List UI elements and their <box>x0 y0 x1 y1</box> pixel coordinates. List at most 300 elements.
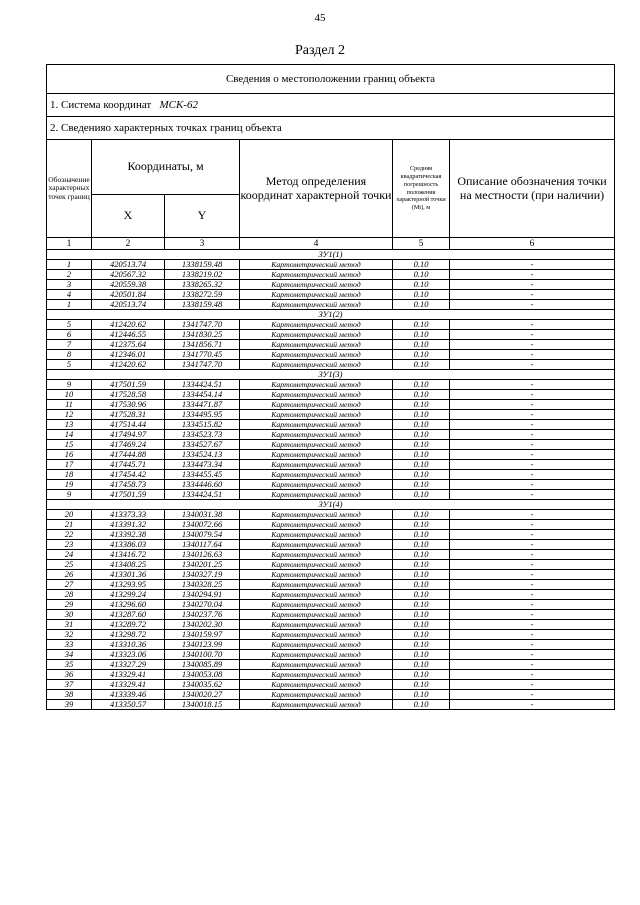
coord-x: 412446.55 <box>92 330 165 340</box>
coord-x: 420513.74 <box>92 300 165 310</box>
point-number: 9 <box>47 380 92 390</box>
description: - <box>450 420 615 430</box>
method: Картометрический метод <box>240 280 393 290</box>
method: Картометрический метод <box>240 680 393 690</box>
method: Картометрический метод <box>240 470 393 480</box>
header-description: Описание обозначения точки на местности (при наличии) <box>450 140 615 238</box>
coord-x: 420513.74 <box>92 260 165 270</box>
group-header-row <box>47 500 615 510</box>
table-row <box>47 340 615 350</box>
accuracy: 0.10 <box>393 290 450 300</box>
description: - <box>450 480 615 490</box>
coord-y: 1341856.71 <box>165 340 240 350</box>
description: - <box>450 630 615 640</box>
column-number: 6 <box>450 238 615 250</box>
table-row <box>47 620 615 630</box>
coord-y: 1340072.66 <box>165 520 240 530</box>
description: - <box>450 380 615 390</box>
coord-y: 1334495.95 <box>165 410 240 420</box>
table-row <box>47 520 615 530</box>
table-row <box>47 390 615 400</box>
point-number: 22 <box>47 530 92 540</box>
method: Картометрический метод <box>240 700 393 710</box>
method: Картометрический метод <box>240 540 393 550</box>
description: - <box>450 460 615 470</box>
point-number: 18 <box>47 470 92 480</box>
description: - <box>450 470 615 480</box>
description: - <box>450 440 615 450</box>
table-row <box>47 260 615 270</box>
accuracy: 0.10 <box>393 510 450 520</box>
description: - <box>450 610 615 620</box>
method: Картометрический метод <box>240 330 393 340</box>
accuracy: 0.10 <box>393 340 450 350</box>
point-number: 24 <box>47 550 92 560</box>
point-number: 15 <box>47 440 92 450</box>
coord-y: 1340020.27 <box>165 690 240 700</box>
accuracy: 0.10 <box>393 680 450 690</box>
description: - <box>450 490 615 500</box>
coord-x: 413296.60 <box>92 600 165 610</box>
coord-y: 1340123.99 <box>165 640 240 650</box>
point-number: 38 <box>47 690 92 700</box>
table-row <box>47 690 615 700</box>
coord-y: 1334473.34 <box>165 460 240 470</box>
accuracy: 0.10 <box>393 490 450 500</box>
method: Картометрический метод <box>240 320 393 330</box>
point-number: 5 <box>47 320 92 330</box>
group-name: ЗУ1(1) <box>47 250 615 260</box>
table-row <box>47 490 615 500</box>
group-name: ЗУ1(3) <box>47 370 615 380</box>
table-row <box>47 270 615 280</box>
table-row <box>47 550 615 560</box>
accuracy: 0.10 <box>393 670 450 680</box>
coord-x: 413293.95 <box>92 580 165 590</box>
coord-y: 1338219.02 <box>165 270 240 280</box>
point-number: 12 <box>47 410 92 420</box>
point-number: 33 <box>47 640 92 650</box>
table-row <box>47 380 615 390</box>
accuracy: 0.10 <box>393 360 450 370</box>
coord-x: 417528.58 <box>92 390 165 400</box>
description: - <box>450 550 615 560</box>
accuracy: 0.10 <box>393 460 450 470</box>
accuracy: 0.10 <box>393 430 450 440</box>
point-number: 9 <box>47 490 92 500</box>
description: - <box>450 340 615 350</box>
coord-x: 412346.01 <box>92 350 165 360</box>
description: - <box>450 690 615 700</box>
method: Картометрический метод <box>240 480 393 490</box>
description: - <box>450 640 615 650</box>
point-number: 32 <box>47 630 92 640</box>
method: Картометрический метод <box>240 550 393 560</box>
description: - <box>450 660 615 670</box>
coord-x: 417469.24 <box>92 440 165 450</box>
point-number: 10 <box>47 390 92 400</box>
method: Картометрический метод <box>240 420 393 430</box>
points-section-label: 2. Сведенияо характерных точках границ объекта <box>47 117 615 140</box>
coord-y: 1340085.89 <box>165 660 240 670</box>
page-number: 45 <box>314 12 326 24</box>
coord-x: 413298.72 <box>92 630 165 640</box>
coord-x: 420559.38 <box>92 280 165 290</box>
description: - <box>450 530 615 540</box>
method: Картометрический метод <box>240 670 393 680</box>
description: - <box>450 360 615 370</box>
table-row <box>47 580 615 590</box>
accuracy: 0.10 <box>393 260 450 270</box>
description: - <box>450 700 615 710</box>
accuracy: 0.10 <box>393 420 450 430</box>
description: - <box>450 540 615 550</box>
point-number: 31 <box>47 620 92 630</box>
table-banner: Сведения о местоположении границ объекта <box>47 65 615 94</box>
description: - <box>450 680 615 690</box>
coord-y: 1338272.59 <box>165 290 240 300</box>
method: Картометрический метод <box>240 600 393 610</box>
coord-x: 420567.32 <box>92 270 165 280</box>
coord-y: 1334515.82 <box>165 420 240 430</box>
coord-x: 413329.41 <box>92 680 165 690</box>
point-number: 27 <box>47 580 92 590</box>
table-row <box>47 400 615 410</box>
point-number: 23 <box>47 540 92 550</box>
accuracy: 0.10 <box>393 580 450 590</box>
coord-y: 1334424.51 <box>165 380 240 390</box>
point-number: 1 <box>47 260 92 270</box>
table-row <box>47 280 615 290</box>
coord-x: 413323.06 <box>92 650 165 660</box>
description: - <box>450 320 615 330</box>
coordinate-system-label: 1. Система координат <box>50 99 152 111</box>
method: Картометрический метод <box>240 530 393 540</box>
coord-y: 1334424.51 <box>165 490 240 500</box>
coord-y: 1338159.48 <box>165 300 240 310</box>
coord-y: 1340100.70 <box>165 650 240 660</box>
coord-x: 412420.62 <box>92 360 165 370</box>
method: Картометрический метод <box>240 460 393 470</box>
point-number: 5 <box>47 360 92 370</box>
table-row <box>47 470 615 480</box>
column-numbers-row <box>47 238 615 250</box>
table-row <box>47 320 615 330</box>
coord-x: 413289.72 <box>92 620 165 630</box>
accuracy: 0.10 <box>393 330 450 340</box>
method: Картометрический метод <box>240 360 393 370</box>
coord-y: 1334455.45 <box>165 470 240 480</box>
coord-x: 413339.46 <box>92 690 165 700</box>
column-number: 2 <box>92 238 165 250</box>
table-row <box>47 410 615 420</box>
accuracy: 0.10 <box>393 610 450 620</box>
table-row <box>47 570 615 580</box>
accuracy: 0.10 <box>393 520 450 530</box>
method: Картометрический метод <box>240 510 393 520</box>
accuracy: 0.10 <box>393 270 450 280</box>
coord-y: 1341830.25 <box>165 330 240 340</box>
point-number: 2 <box>47 270 92 280</box>
table-row <box>47 530 615 540</box>
accuracy: 0.10 <box>393 660 450 670</box>
description: - <box>450 650 615 660</box>
description: - <box>450 400 615 410</box>
coord-y: 1334527.67 <box>165 440 240 450</box>
method: Картометрический метод <box>240 580 393 590</box>
coord-x: 417530.96 <box>92 400 165 410</box>
method: Картометрический метод <box>240 260 393 270</box>
coordinate-system-value: МСК-62 <box>159 99 198 111</box>
accuracy: 0.10 <box>393 630 450 640</box>
coord-x: 413416.72 <box>92 550 165 560</box>
description: - <box>450 280 615 290</box>
point-number: 37 <box>47 680 92 690</box>
section-title: Раздел 2 <box>294 43 346 58</box>
coord-x: 417501.59 <box>92 380 165 390</box>
description: - <box>450 520 615 530</box>
coord-x: 413391.32 <box>92 520 165 530</box>
method: Картометрический метод <box>240 350 393 360</box>
accuracy: 0.10 <box>393 570 450 580</box>
accuracy: 0.10 <box>393 380 450 390</box>
accuracy: 0.10 <box>393 300 450 310</box>
coord-y: 1340159.97 <box>165 630 240 640</box>
coord-y: 1334471.87 <box>165 400 240 410</box>
description: - <box>450 260 615 270</box>
accuracy: 0.10 <box>393 590 450 600</box>
accuracy: 0.10 <box>393 400 450 410</box>
coord-x: 413299.24 <box>92 590 165 600</box>
method: Картометрический метод <box>240 440 393 450</box>
description: - <box>450 670 615 680</box>
table-row <box>47 360 615 370</box>
description: - <box>450 510 615 520</box>
coord-x: 413301.36 <box>92 570 165 580</box>
table-row <box>47 330 615 340</box>
coord-y: 1338159.48 <box>165 260 240 270</box>
accuracy: 0.10 <box>393 470 450 480</box>
table-row <box>47 590 615 600</box>
accuracy: 0.10 <box>393 600 450 610</box>
coord-y: 1338265.32 <box>165 280 240 290</box>
table-row <box>47 630 615 640</box>
coord-y: 1340294.91 <box>165 590 240 600</box>
column-number: 5 <box>393 238 450 250</box>
description: - <box>450 570 615 580</box>
table-row <box>47 510 615 520</box>
description: - <box>450 290 615 300</box>
description: - <box>450 590 615 600</box>
description: - <box>450 410 615 420</box>
accuracy: 0.10 <box>393 480 450 490</box>
method: Картометрический метод <box>240 340 393 350</box>
method: Картометрический метод <box>240 610 393 620</box>
group-header-row <box>47 310 615 320</box>
table-row <box>47 540 615 550</box>
coord-x: 413287.60 <box>92 610 165 620</box>
accuracy: 0.10 <box>393 560 450 570</box>
table-row <box>47 480 615 490</box>
column-number: 4 <box>240 238 393 250</box>
coord-y: 1340201.25 <box>165 560 240 570</box>
description: - <box>450 270 615 280</box>
coord-y: 1341747.70 <box>165 320 240 330</box>
coord-y: 1340328.25 <box>165 580 240 590</box>
table-row <box>47 680 615 690</box>
method: Картометрический метод <box>240 430 393 440</box>
coord-x: 413327.29 <box>92 660 165 670</box>
coord-y: 1340031.38 <box>165 510 240 520</box>
point-number: 1 <box>47 300 92 310</box>
table-row <box>47 660 615 670</box>
method: Картометрический метод <box>240 410 393 420</box>
coord-x: 413373.33 <box>92 510 165 520</box>
point-number: 30 <box>47 610 92 620</box>
boundary-coordinates-table <box>46 64 615 710</box>
point-number: 21 <box>47 520 92 530</box>
method: Картометрический метод <box>240 620 393 630</box>
description: - <box>450 600 615 610</box>
coord-y: 1340237.76 <box>165 610 240 620</box>
point-number: 7 <box>47 340 92 350</box>
method: Картометрический метод <box>240 690 393 700</box>
description: - <box>450 430 615 440</box>
point-number: 13 <box>47 420 92 430</box>
accuracy: 0.10 <box>393 530 450 540</box>
point-number: 16 <box>47 450 92 460</box>
method: Картометрический метод <box>240 560 393 570</box>
description: - <box>450 580 615 590</box>
point-number: 19 <box>47 480 92 490</box>
coord-y: 1334446.60 <box>165 480 240 490</box>
accuracy: 0.10 <box>393 450 450 460</box>
coord-y: 1341770.45 <box>165 350 240 360</box>
coord-x: 413386.03 <box>92 540 165 550</box>
method: Картометрический метод <box>240 660 393 670</box>
point-number: 29 <box>47 600 92 610</box>
table-row <box>47 600 615 610</box>
method: Картометрический метод <box>240 640 393 650</box>
accuracy: 0.10 <box>393 320 450 330</box>
coord-x: 417494.97 <box>92 430 165 440</box>
coord-y: 1341747.70 <box>165 360 240 370</box>
table-row <box>47 560 615 570</box>
header-x: X <box>92 195 165 238</box>
method: Картометрический метод <box>240 380 393 390</box>
point-number: 26 <box>47 570 92 580</box>
description: - <box>450 620 615 630</box>
point-number: 8 <box>47 350 92 360</box>
coord-x: 413350.57 <box>92 700 165 710</box>
description: - <box>450 300 615 310</box>
method: Картометрический метод <box>240 300 393 310</box>
method: Картометрический метод <box>240 520 393 530</box>
point-number: 3 <box>47 280 92 290</box>
coord-x: 417444.88 <box>92 450 165 460</box>
method: Картометрический метод <box>240 570 393 580</box>
accuracy: 0.10 <box>393 550 450 560</box>
coord-x: 417445.71 <box>92 460 165 470</box>
table-row <box>47 700 615 710</box>
coord-y: 1340126.63 <box>165 550 240 560</box>
description: - <box>450 560 615 570</box>
header-accuracy: Средняя квадратическая погрешность положения характерной точки (Mt), м <box>393 140 450 238</box>
table-row <box>47 670 615 680</box>
coord-y: 1340018.15 <box>165 700 240 710</box>
coord-x: 417528.31 <box>92 410 165 420</box>
header-coordinates: Координаты, м <box>92 140 240 195</box>
description: - <box>450 350 615 360</box>
table-row <box>47 300 615 310</box>
coord-y: 1334523.73 <box>165 430 240 440</box>
group-header-row <box>47 370 615 380</box>
point-number: 25 <box>47 560 92 570</box>
point-number: 14 <box>47 430 92 440</box>
accuracy: 0.10 <box>393 440 450 450</box>
point-number: 20 <box>47 510 92 520</box>
coord-y: 1340079.54 <box>165 530 240 540</box>
coord-y: 1340202.30 <box>165 620 240 630</box>
header-y: Y <box>165 195 240 238</box>
coord-x: 417514.44 <box>92 420 165 430</box>
accuracy: 0.10 <box>393 280 450 290</box>
table-row <box>47 460 615 470</box>
method: Картометрический метод <box>240 650 393 660</box>
accuracy: 0.10 <box>393 650 450 660</box>
point-number: 35 <box>47 660 92 670</box>
group-name: ЗУ1(4) <box>47 500 615 510</box>
table-row <box>47 430 615 440</box>
coord-x: 413310.36 <box>92 640 165 650</box>
coord-y: 1340035.62 <box>165 680 240 690</box>
method: Картометрический метод <box>240 630 393 640</box>
point-number: 4 <box>47 290 92 300</box>
accuracy: 0.10 <box>393 390 450 400</box>
accuracy: 0.10 <box>393 540 450 550</box>
accuracy: 0.10 <box>393 640 450 650</box>
coord-x: 412420.62 <box>92 320 165 330</box>
point-number: 17 <box>47 460 92 470</box>
method: Картометрический метод <box>240 270 393 280</box>
description: - <box>450 390 615 400</box>
coord-x: 413329.41 <box>92 670 165 680</box>
accuracy: 0.10 <box>393 700 450 710</box>
description: - <box>450 330 615 340</box>
method: Картометрический метод <box>240 400 393 410</box>
column-number: 3 <box>165 238 240 250</box>
coord-y: 1340117.64 <box>165 540 240 550</box>
point-number: 6 <box>47 330 92 340</box>
point-number: 36 <box>47 670 92 680</box>
group-header-row <box>47 250 615 260</box>
point-number: 39 <box>47 700 92 710</box>
table-row <box>47 420 615 430</box>
accuracy: 0.10 <box>393 690 450 700</box>
table-row <box>47 610 615 620</box>
group-name: ЗУ1(2) <box>47 310 615 320</box>
accuracy: 0.10 <box>393 620 450 630</box>
coord-x: 413392.38 <box>92 530 165 540</box>
table-row <box>47 350 615 360</box>
table-row <box>47 450 615 460</box>
table-row <box>47 650 615 660</box>
point-number: 34 <box>47 650 92 660</box>
coord-x: 412375.64 <box>92 340 165 350</box>
method: Картометрический метод <box>240 450 393 460</box>
column-number: 1 <box>47 238 92 250</box>
method: Картометрический метод <box>240 390 393 400</box>
